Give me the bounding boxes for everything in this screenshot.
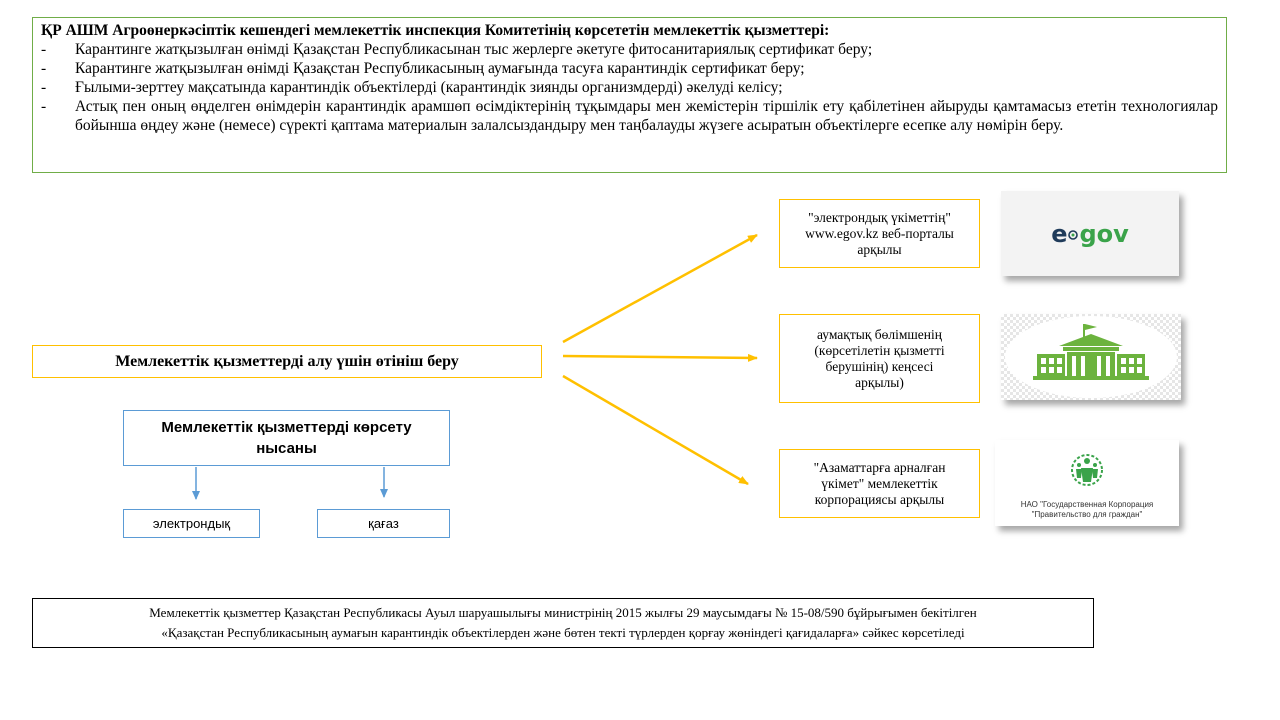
arrow-to-office bbox=[563, 356, 757, 358]
service-text: Ғылыми-зерттеу мақсатында карантиндік объектілерді (карантиндік зиянды организмдерді) әкелуді келісу; bbox=[75, 79, 783, 96]
apply-box bbox=[32, 345, 542, 378]
note-line: «Қазақстан Республикасының аумағын карантиндік объектілерден және бөтен текті түрлерден қорғау жөніндегі қағидаларға» сәйкес көрсетіледі bbox=[161, 625, 965, 640]
legal-basis-note bbox=[32, 598, 1094, 648]
channel-line: арқылы bbox=[857, 241, 902, 257]
apply-label: Мемлекеттік қызметтерді алу үшін өтініш беру bbox=[115, 352, 459, 370]
channel-line: берушінің) кеңсесі bbox=[825, 358, 934, 374]
channel-line: аумақтық бөлімшенің bbox=[816, 326, 942, 342]
channel-line: "Азаматтарға арналған bbox=[813, 459, 946, 475]
option-label: электрондық bbox=[152, 516, 231, 531]
egov-logo bbox=[1001, 191, 1179, 276]
nao-caption bbox=[1021, 500, 1154, 520]
channel-line: корпорациясы арқылы bbox=[814, 491, 945, 507]
channel-line: үкімет" мемлекеттік bbox=[821, 475, 938, 491]
channel-line: www.egov.kz веб-порталы bbox=[805, 225, 954, 241]
channel-egov-box bbox=[779, 199, 980, 268]
government-building-icon bbox=[1001, 314, 1181, 400]
option-label: қағаз bbox=[368, 516, 399, 531]
form-option-electronic bbox=[123, 509, 260, 538]
channel-line: "электрондық үкіметтің" bbox=[808, 209, 951, 225]
nao-caption-line: НАО "Государственная Корпорация bbox=[1020, 500, 1154, 509]
service-text: Астық пен оның өңделген өнімдерін карантиндік арамшөп өсімдіктерінің тұқымдары мен жемістерін тіршілік ету қабілетінен айыруды қамтамасыз ететін технологиялар бойынша өңдеу және (немесе) сүректі қаптама материалын залалсыздандыру мен таңбалауды жүзеге асыратын объектілерге есепке алу нөмірін беру. bbox=[75, 98, 1218, 134]
form-option-paper bbox=[317, 509, 450, 538]
bullet-dash: - bbox=[41, 98, 47, 115]
nao-caption-line: "Правительство для граждан" bbox=[1031, 510, 1143, 519]
corporation-emblem-icon bbox=[1067, 448, 1107, 492]
arrow-to-egov bbox=[563, 235, 757, 342]
arrow-to-corporation bbox=[563, 376, 748, 484]
form-title-line: Мемлекеттік қызметтерді көрсету bbox=[161, 419, 412, 436]
service-form-box bbox=[123, 410, 450, 466]
service-text: Карантинге жатқызылған өнімді Қазақстан Республикасының аумағында тасуға карантиндік сертификат беру; bbox=[75, 60, 805, 77]
bullet-dash: - bbox=[41, 41, 47, 58]
nao-logo bbox=[995, 440, 1179, 526]
form-title-line: нысаны bbox=[256, 440, 317, 457]
channel-line: арқылы) bbox=[855, 374, 904, 390]
bullet-dash: - bbox=[41, 79, 47, 96]
channel-corporation-box bbox=[779, 449, 980, 518]
channel-line: (көрсетілетін қызметті bbox=[814, 342, 945, 358]
egov-dot-icon bbox=[1068, 230, 1078, 240]
office-logo bbox=[1001, 314, 1181, 400]
services-header: ҚР АШМ Агроөнеркәсіптік кешендегі мемлекеттік инспекция Комитетінің көрсететін мемлекеттік қызметтері: bbox=[41, 22, 830, 39]
egov-wordmark: e gov bbox=[1051, 219, 1129, 248]
note-line: Мемлекеттік қызметтер Қазақстан Республикасы Ауыл шаруашылығы министрінің 2015 жылғы 29 маусымдағы № 15-08/590 бұйрығымен бекітілген bbox=[149, 605, 977, 620]
bullet-dash: - bbox=[41, 60, 47, 77]
channel-office-box bbox=[779, 314, 980, 403]
service-text: Карантинге жатқызылған өнімді Қазақстан Республикасынан тыс жерлерге әкетуге фитосанитариялық сертификат беру; bbox=[75, 41, 873, 58]
